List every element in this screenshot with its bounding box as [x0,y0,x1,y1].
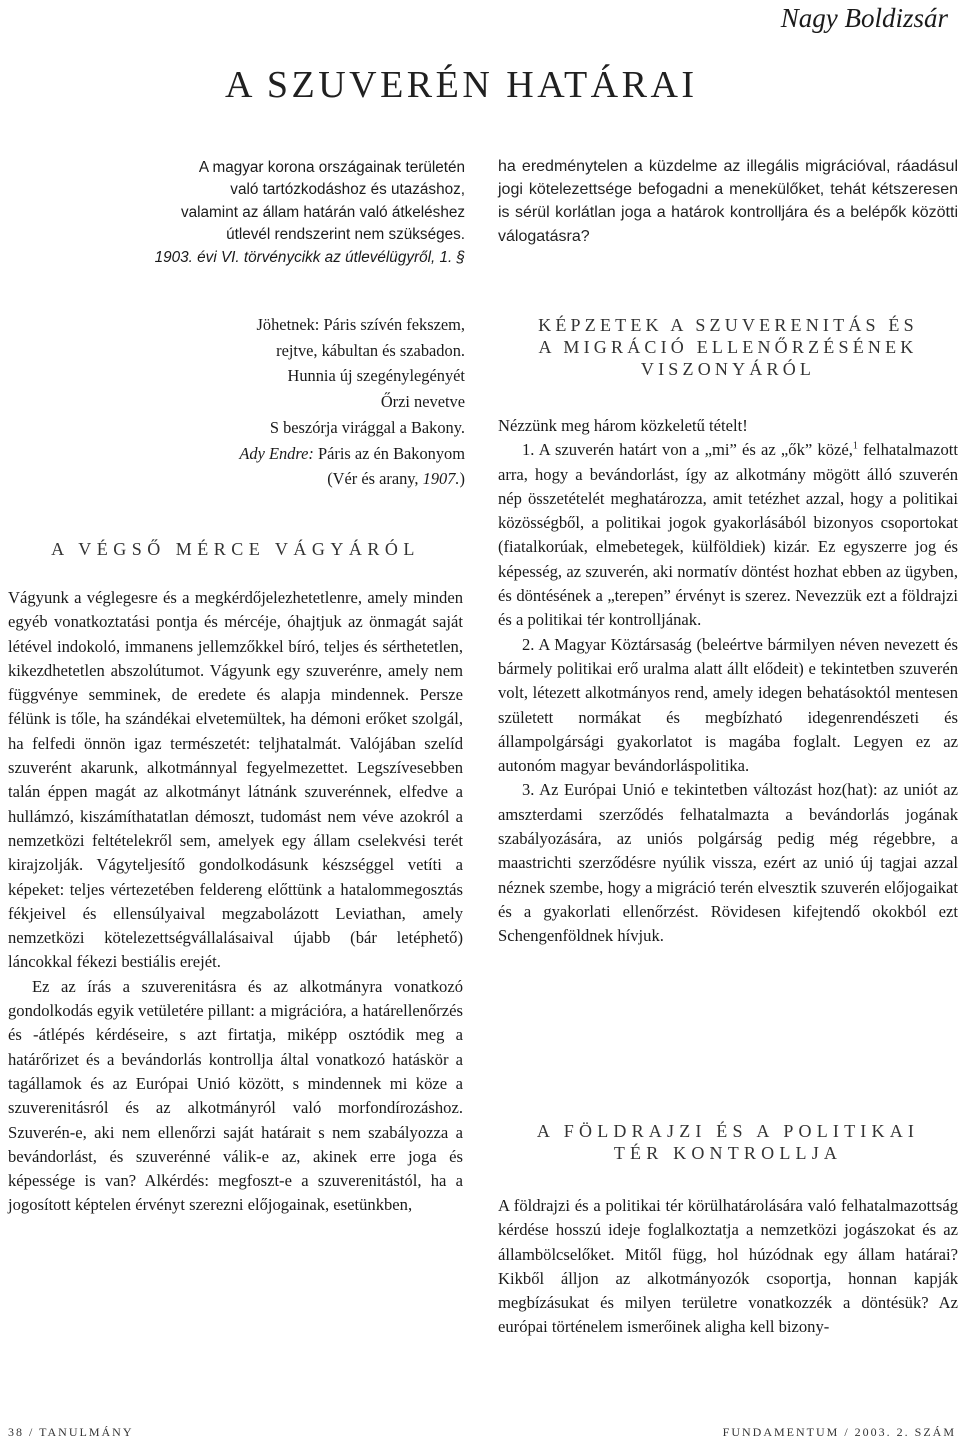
poem-line: S beszórja virággal a Bakony. [269,417,465,437]
section-heading-foldrajzi [498,1120,958,1164]
right-column-body [498,414,958,949]
item-1-text: 1. A szuverén határt von a „mi” és az „ők” közé, [522,440,853,460]
epigraph-line: A magyar korona országainak területén [198,159,465,176]
poem-year: 1907. [422,469,460,489]
footer-page-section: 38 / TANULMÁNY [8,1425,134,1439]
item-1-text-rest: felhatalmazott arra, hogy a bevándorlást, így az alkotmány mögött álló szuverén nép összetételét meghatározza, amit tetézhet azzal, hogy a politikai közösségből, a politikai jogok gyakorlásából bizonyos csoportokat (fiatalkorúak, elmebetegek, külföldiek) kizár. Ez egyszerre jog és képesség, az szuverén, aki normatív döntést hozhat ebben az ügyben, és döntésének a „terepen” érvényt is szerez. Nevezzük ezt a földrajzi és a politikai tér kontrolljának. [498,440,958,630]
epigraph-source: 1903. évi VI. törvénycikk az útlevélügyről, 1. § [154,248,465,266]
poem-work: Páris az én Bakonyom [317,443,465,463]
poem-quote [150,312,465,492]
epigraph [60,157,465,269]
heading-line: TÉR KONTROLLJA [613,1143,843,1163]
epigraph-line: útlevél rendszerint nem szükséges. [226,226,465,244]
poem-line: Őrzi nevetve [380,392,465,412]
poem-attribution [150,441,465,467]
poem-source-close: ) [459,469,465,489]
paragraph-item-2: 2. A Magyar Köztársaság (beleértve bármilyen néven nevezett és bármely politikai erő uralma alatt állt elődeit) e tekintetben szuverén volt, létezett alkotmányos rend, amely idegen behatásoktól mentesen született normákat és megbízható idegenrendészeti és állampolgársági gyakorlatot is magába foglalt. Legyen ez az autonóm magyar bevándorláspolitika. [498,634,958,776]
right-column-body-bottom: A földrajzi és a politikai tér körülhatárolására való felhatalmazottság kérdése hosszú ideje foglalkoztatja a nemzetközi jogászokat és az állambölcselőket. Mitől függ, hol húzódnak egy állam határai? Kikből álljon az alkotmányozók csoportja, honnan kapják megbízásukat és milyen területre vonatkozzék a döntésük? Az európai történelem ismerőinek aligha kell bizony- [498,1196,958,1337]
epigraph-line: valamint az állam határán való átkeléshez [181,203,465,221]
heading-line: A FÖLDRAJZI ÉS A POLITIKAI [536,1121,920,1141]
section-heading-vegso-merce: A VÉGSŐ MÉRCE VÁGYÁRÓL [51,539,420,559]
paragraph-item-3: 3. Az Európai Unió e tekintetben változást hoz(hat): az uniót az amszterdami szerződés felhatalmazta a bevándorlás jogának szabályozására, az uniós polgárság pedig még régebbre, a maastrichti szerződésre nyúlik vissza, ezért az unió új tagjai azzal néznek szembe, hogy a migráció terén elvesztik szuverén előjogaikat és a gyakorlati ellenőrzést. Rövidesen kifejtendő okokból ezt Schengenföldnek hívjuk. [498,780,958,946]
poem-source [150,466,465,492]
author-name: Nagy Boldizsár [780,3,948,33]
poem-line: rejtve, kábultan és szabadon. [276,340,465,360]
poem-line: Hunnia új szegénylegényét [287,366,465,386]
footnote-ref[interactable]: 1 [852,440,858,452]
heading-line: A MIGRÁCIÓ ELLENŐRZÉSÉNEK [538,337,918,357]
paragraph: Vágyunk a véglegesre és a megkérdőjelezhetetlenre, amely minden egyéb vonatkoztatási pontja és mércéje, óhajtjuk az önmagát saját létével indokoló, immanens jellemzőkkel bíró, teljes és sérthetetlen, kikezdhetetlen abszolútumot. Vágyunk egy szuverénre, amely nem függvénye semminek, de eredete és alapja mindennek. Persze félünk is tőle, ha szándékai elvetemültek, ha démoni erőket szolgál, ha felfedi önnön igaz természetét: teljhatalmát. Valójában szelíd szuverént akarunk, alkotmánnyal fegyelmezettet. Legszívesebben talán éppen magát az alkotmányt látnánk szuverénnek, elfedve a hullámzó, kiszámíthatatlan démoszt, tudomást nem véve azokról a nemzetközi feltételekről sem, amelyek egy állam cselekvési terét kirajzolják. Vágyteljesítő gondolkodásunk készséggel vetíti a képeket: teljes vértezetében feldereng előttünk a hatalommegosztás fékjeivel és ellensúlyaival megzabolázott Leviathan, amely nemzetközi kötelezettségvállalásaival újabb (bár letéphető) láncokkal fékezi bestiális erejét. [8,588,463,972]
paragraph: Ez az írás a szuverenitásra és az alkotmányra vonatkozó gondolkodás egyik vetületére pillant: a migrációra, a határellenőrzés és -átlépés kérdéseire, s azt firtatja, miképp osztódik meg a határőrizet és a bevándorlás kontrollja által vonatkozó hatáskör a tagállamok és az Európai Unió között, s mindennek mi köze a szuverenitásról és az alkotmányról való morfondírozáshoz. Szuverén-e, aki nem ellenőrzi saját határait s nem szabályozza a bevándorlást, és szuverénné válik-e az, akinek erre joga és képessége is van? Alkérdés: megfoszt-e a szuverenitástól, ha a jogosított képtelen érvényt szerezni előjogainak, esetünkben, [8,976,463,1215]
right-column-continuation: ha eredménytelen a küzdelme az illegális migrációval, ráadásul jogi kötelezettsége befogadni a menekülőket, tehát kétszeresen is sérül korlátlan joga a határok kontrolljára és a belépők közötti válogatásra? [498,158,958,245]
epigraph-line: való tartózkodáshoz és utazáshoz, [230,181,465,199]
article-title: A SZUVERÉN HATÁRAI [225,64,698,106]
left-column-body [8,586,463,1218]
heading-line: KÉPZETEK A SZUVERENITÁS ÉS [538,315,918,335]
poem-source-prefix: (Vér és arany, [327,469,419,489]
poem-author: Ady Endre: [239,443,314,463]
heading-line: VISZONYÁRÓL [640,359,816,379]
paragraph: Nézzünk meg három közkeletű tételt! [498,416,748,435]
section-heading-kepzetek [498,314,958,380]
footer-journal-issue: FUNDAMENTUM / 2003. 2. SZÁM [722,1425,956,1439]
poem-line: Jöhetnek: Páris szívén fekszem, [256,315,465,334]
paragraph-item-1 [498,438,958,632]
